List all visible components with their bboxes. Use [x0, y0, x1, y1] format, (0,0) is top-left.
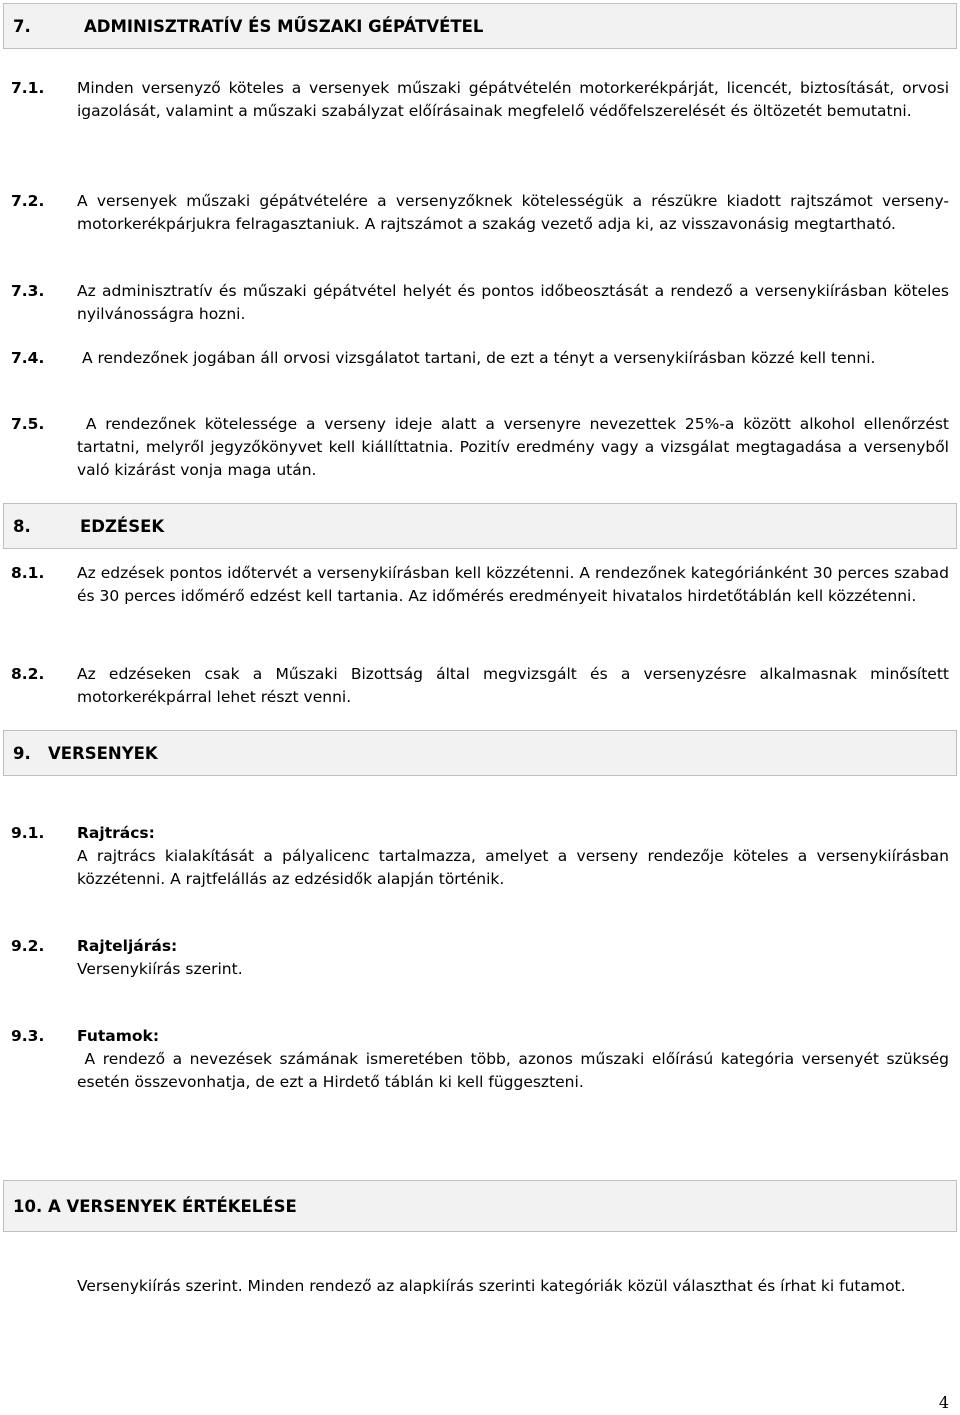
subsection-text: Versenykiírás szerint. [77, 960, 243, 978]
subsection-number: 9.1. [11, 824, 45, 842]
paragraph-number: 8.1. [11, 564, 45, 582]
subsection-text: A rajtrács kialakítását a pályalicenc tartalmazza, amelyet a verseny rendezője köteles a versenykiírásban közzétenni. A rajtfelállás az edzésidők alapján történik. [77, 847, 949, 888]
section-number: 10. [13, 1197, 43, 1216]
paragraph-number: 7.1. [11, 79, 45, 97]
section-title: EDZÉSEK [80, 517, 165, 536]
paragraph-text: A rendezőnek jogában áll orvosi vizsgálatot tartani, de ezt a tényt a versenykiírásban közzé kell tenni. [77, 349, 876, 367]
section-10-text: Versenykiírás szerint. Minden rendező az alapkiírás szerinti kategóriák közül választhat és írhat ki futamot. [77, 1277, 906, 1295]
paragraph-text: A versenyek műszaki gépátvételére a versenyzőknek kötelességük a részükre kiadott rajtszámot verseny-motorkerékpárjukra felragasztaniuk. A rajtszámot a szakág vezető adja ki, az visszavonásig megtartható. [77, 192, 949, 233]
section-title: A VERSENYEK ÉRTÉKELÉSE [48, 1197, 297, 1216]
subsection-title: Rajtrács: [77, 824, 155, 842]
subsection-title: Futamok: [77, 1027, 160, 1045]
paragraph-text: A rendezőnek kötelessége a verseny ideje alatt a versenyre nevezettek 25%-a között alkohol ellenőrzést tartatni, melyről jegyzőkönyvet kell kiállíttatnia. Pozitív eredmény vagy a vizsgálat megtagadása a versenyből való kizárást vonja maga után. [77, 415, 954, 479]
section-number: 8. [13, 517, 31, 536]
paragraph-text: Az edzéseken csak a Műszaki Bizottság által megvizsgált és a versenyzésre alkalmasnak minősített motorkerékpárral lehet részt venni. [77, 665, 949, 706]
page-number: 4 [938, 1393, 949, 1412]
section-title: VERSENYEK [48, 744, 158, 763]
subsection-title: Rajteljárás: [77, 937, 178, 955]
paragraph-number: 8.2. [11, 665, 45, 683]
subsection-number: 9.2. [11, 937, 45, 955]
paragraph-text: Minden versenyző köteles a versenyek műszaki gépátvételén motorkerékpárját, licencét, biztosítását, orvosi igazolását, valamint a műszaki szabályzat előírásainak megfelelő védőfelszerelését és öltözetét bemutatni. [77, 79, 949, 120]
subsection-text: A rendező a nevezések számának ismeretében több, azonos műszaki előírású kategória versenyét szükség esetén összevonhatja, de ezt a Hirdető táblán ki kell függeszteni. [77, 1050, 954, 1091]
section-header-7 [3, 3, 957, 49]
paragraph-number: 7.3. [11, 282, 45, 300]
paragraph-number: 7.5. [11, 415, 45, 433]
section-title: ADMINISZTRATÍV ÉS MŰSZAKI GÉPÁTVÉTEL [84, 17, 484, 36]
section-number: 9. [13, 744, 31, 763]
section-header-10 [3, 1180, 957, 1232]
paragraph-number: 7.4. [11, 349, 45, 367]
section-header-8 [3, 503, 957, 549]
paragraph-number: 7.2. [11, 192, 45, 210]
section-number: 7. [13, 17, 31, 36]
subsection-number: 9.3. [11, 1027, 45, 1045]
paragraph-text: Az edzések pontos időtervét a versenykiírásban kell közzétenni. A rendezőnek kategóriánként 30 perces szabad és 30 perces időmérő edzést kell tartania. Az időmérés eredményeit hivatalos hirdetőtáblán kell közzétenni. [77, 564, 949, 605]
section-header-9 [3, 730, 957, 776]
paragraph-text: Az adminisztratív és műszaki gépátvétel helyét és pontos időbeosztását a rendező a versenykiírásban köteles nyilvánosságra hozni. [77, 282, 949, 323]
